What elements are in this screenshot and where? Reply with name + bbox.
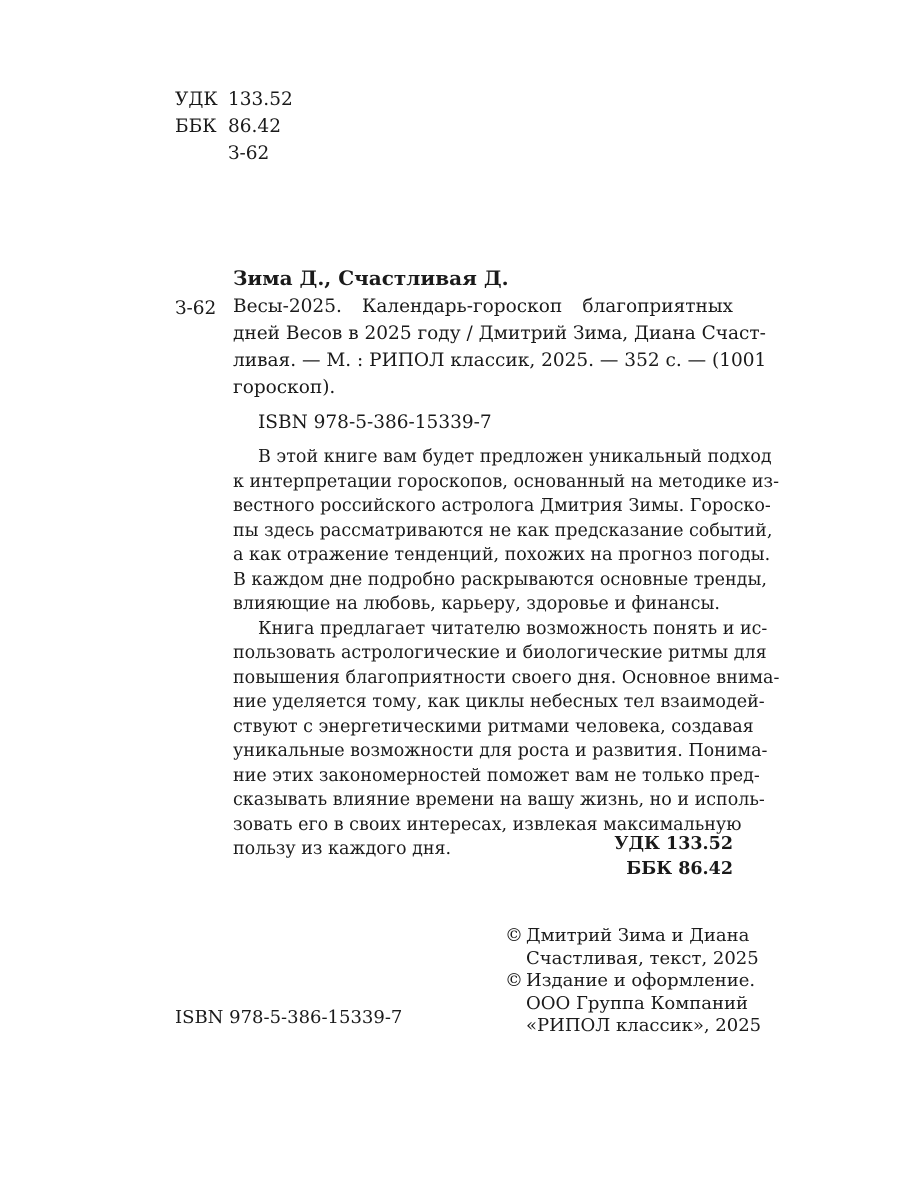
bibliographic-description (233, 293, 767, 401)
author-sign-top: З-62 (228, 143, 270, 164)
annotation-line: вестного российского астролога Дмитрия Зимы. Гороско- (233, 496, 771, 516)
annotation-line: В каждом дне подробно раскрываются основные тренды, (233, 569, 767, 590)
isbn-footer: ISBN 978-5-386-15339-7 (175, 1007, 403, 1028)
bbk-code-bold: ББК 86.42 (626, 859, 733, 879)
annotation-line: Книга предлагает читателю возможность понять и ис- (258, 618, 768, 639)
author-sign-row (175, 140, 293, 167)
classification-codes-right (614, 832, 733, 882)
bib-line: дней Весов в 2025 году / Дмитрий Зима, Диана Счаст- (233, 323, 766, 344)
bib-line: гороскоп). (233, 377, 336, 398)
annotation-line: пы здесь рассматриваются не как предсказание событий, (233, 520, 773, 541)
annotation-line: влияющие на любовь, карьеру, здоровье и финансы. (233, 594, 720, 614)
annotation-line: к интерпретации гороскопов, основанный на методике из- (233, 471, 780, 492)
udk-row (175, 86, 293, 113)
copyright-line: «РИПОЛ классик», 2025 (526, 1015, 762, 1036)
copyright-edition (505, 970, 762, 1038)
copyright-text (505, 925, 759, 970)
isbn-record: ISBN 978-5-386-15339-7 (258, 412, 492, 433)
udk-label: УДК (175, 89, 218, 110)
authors-heading: Зима Д., Счастливая Д. (233, 266, 509, 290)
annotation-line: зовать его в своих интересах, извлекая максимальную (233, 814, 742, 835)
bib-line: Весы-2025. Календарь-гороскоп благоприятных (233, 296, 733, 317)
copyright-icon: © (505, 925, 523, 946)
annotation-line: ствуют с энергетическими ритмами человека, создавая (233, 716, 754, 737)
bbk-row (175, 113, 293, 140)
annotation-line: а как отражение тенденций, похожих на прогноз погоды. (233, 545, 771, 565)
udk-value: 133.52 (228, 89, 293, 110)
annotation-line: пользовать астрологические и биологические ритмы для (233, 643, 767, 663)
annotation-line: пользу из каждого дня. (233, 839, 452, 859)
bbk-label: ББК (175, 116, 217, 137)
annotation (233, 445, 780, 862)
bib-line: ливая. — М. : РИПОЛ классик, 2025. — 352 с. — (1001 (233, 350, 767, 371)
udk-code-bold: УДК 133.52 (614, 834, 733, 854)
copyright-line: Дмитрий Зима и Диана (526, 925, 750, 946)
annotation-line: ние этих закономерностей поможет вам не только пред- (233, 765, 760, 786)
annotation-line: В этой книге вам будет предложен уникальный подход (258, 447, 772, 467)
author-sign-record: З-62 (175, 298, 217, 319)
copyright-icon: © (505, 970, 523, 991)
annotation-line: уникальные возможности для роста и развития. Понима- (233, 741, 768, 761)
annotation-line: сказывать влияние времени на вашу жизнь, но и исполь- (233, 790, 765, 810)
copyright-line: Издание и оформление. (526, 970, 756, 991)
copyright-block (505, 925, 762, 1038)
copyright-line: ООО Группа Компаний (526, 992, 748, 1014)
annotation-line: ние уделяется тому, как циклы небесных тел взаимодей- (233, 692, 765, 712)
classification-block (175, 86, 293, 167)
copyright-line: Счастливая, текст, 2025 (526, 947, 759, 969)
annotation-line: повышения благоприятности своего дня. Основное внима- (233, 667, 780, 688)
bbk-value: 86.42 (228, 116, 281, 137)
